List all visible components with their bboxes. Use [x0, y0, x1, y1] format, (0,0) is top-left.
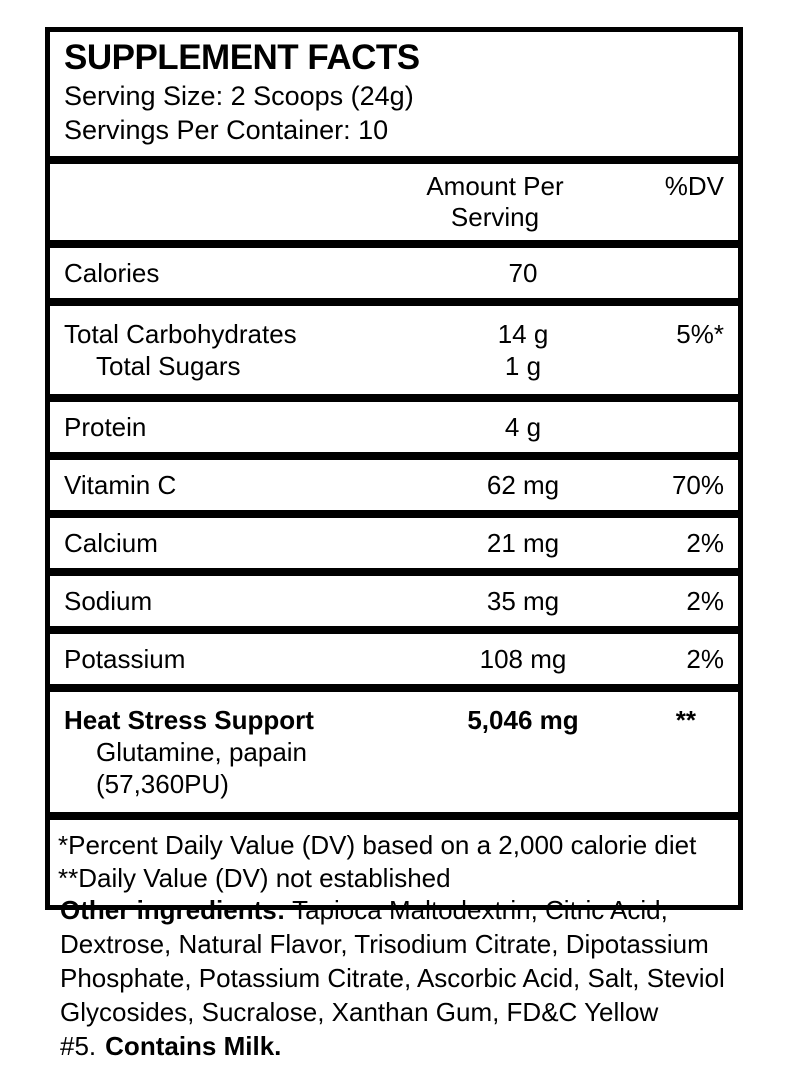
blend-amount: 5,046 mg — [467, 705, 579, 735]
nutrient-amount: 35 mg — [486, 586, 560, 616]
row-potassium — [50, 634, 738, 684]
contains-statement: Contains Milk. — [105, 1031, 282, 1061]
other-ingredients-label: Other ingredients: — [60, 895, 286, 925]
separator-rule — [50, 812, 738, 820]
dv-header: %DV — [664, 171, 724, 201]
footnote-daily-value: *Percent Daily Value (DV) based on a 2,000 calorie diet — [58, 830, 697, 860]
nutrient-amount: 14 g — [497, 319, 549, 349]
nutrient-dv: 2% — [686, 586, 724, 616]
nutrient-amount: 4 g — [504, 412, 542, 442]
separator-rule — [50, 684, 738, 692]
amount-per-serving-header: Amount Per Serving — [426, 171, 564, 232]
separator-rule — [50, 452, 738, 460]
row-calcium — [50, 518, 738, 568]
nutrient-dv: 2% — [686, 528, 724, 558]
nutrient-amount: 108 mg — [479, 644, 567, 674]
nutrient-amount: 62 mg — [486, 470, 560, 500]
supplement-facts-panel — [45, 27, 743, 910]
separator-rule — [50, 240, 738, 248]
separator-rule — [50, 394, 738, 402]
nutrient-name: Total Carbohydrates — [64, 319, 297, 349]
nutrient-name: Protein — [64, 412, 147, 442]
separator-rule — [50, 510, 738, 518]
separator-rule — [50, 568, 738, 576]
panel-title: SUPPLEMENT FACTS — [64, 38, 420, 77]
blend-components: Glutamine, papain (57,360PU) — [96, 737, 308, 799]
row-sodium — [50, 576, 738, 626]
nutrient-amount: 70 — [508, 258, 538, 288]
row-protein — [50, 402, 738, 452]
blend-name: Heat Stress Support — [64, 705, 314, 735]
other-ingredients-text: Tapioca Maltodextrin, Citric Acid, Dextrose, Natural Flavor, Trisodium Citrate, Dipotassium Phosphate, Potassium Citrate, Ascorbic Acid, Salt, Steviol Glycosides, Sucralose, Xanthan Gum, FD&C Yellow #5. — [60, 895, 725, 1061]
row-heat-stress-support — [50, 692, 738, 812]
nutrient-name: Vitamin C — [64, 470, 177, 500]
row-vitamin-c — [50, 460, 738, 510]
footnote-not-established: **Daily Value (DV) not established — [58, 863, 451, 893]
nutrient-dv: 2% — [686, 644, 724, 674]
column-header-row — [50, 164, 738, 240]
separator-rule — [50, 156, 738, 164]
row-calories — [50, 248, 738, 298]
row-total-carbohydrates — [50, 306, 738, 394]
servings-per-container: Servings Per Container: 10 — [64, 115, 389, 145]
nutrient-name: Sodium — [64, 586, 153, 616]
blend-dv: ** — [675, 705, 696, 735]
sub-nutrient-name: Total Sugars — [96, 351, 241, 381]
nutrient-dv: 70% — [671, 470, 724, 500]
other-ingredients — [60, 893, 746, 1063]
nutrient-dv: 5%* — [676, 319, 724, 349]
nutrient-name: Potassium — [64, 644, 186, 674]
separator-rule — [50, 626, 738, 634]
separator-rule — [50, 298, 738, 306]
panel-header — [50, 32, 738, 156]
serving-size: Serving Size: 2 Scoops (24g) — [64, 81, 414, 111]
nutrient-amount: 21 mg — [486, 528, 560, 558]
nutrient-name: Calories — [64, 258, 160, 288]
nutrient-name: Calcium — [64, 528, 158, 558]
sub-nutrient-amount: 1 g — [504, 351, 542, 381]
